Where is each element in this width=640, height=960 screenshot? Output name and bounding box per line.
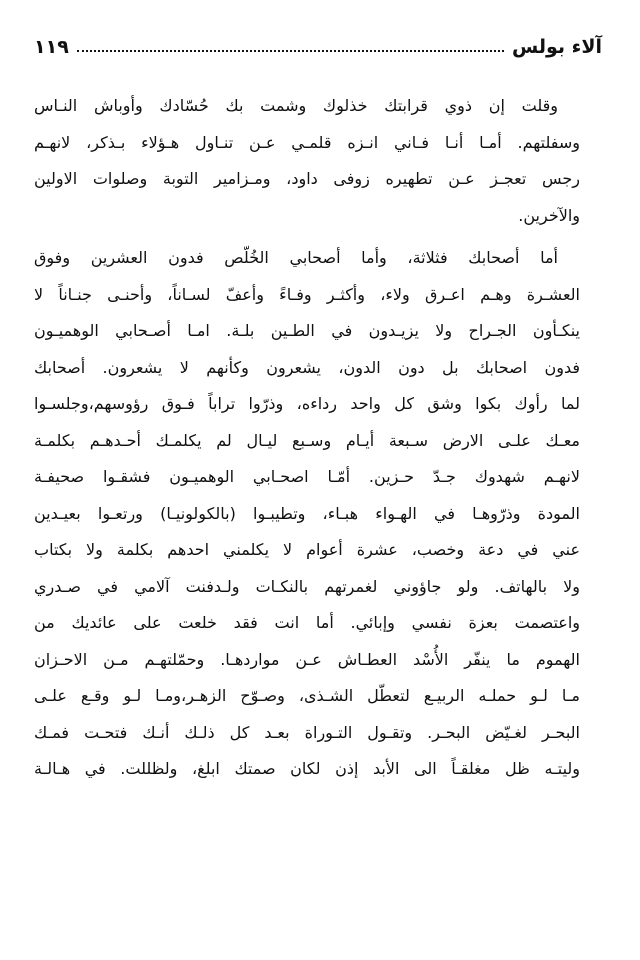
- page-number: ١١٩: [34, 36, 69, 58]
- text-line: العشـرة وهـم اعـرق ولاء، وأكثـر وفـاءً وأعفّ لسـاناً، وأحنـى جنـاناً لا: [34, 284, 580, 304]
- text-line: فدون اصحابك بل دون الدون، يشعرون وكأنهم لا يشعرون. أصحابك: [34, 357, 580, 377]
- text-line: والآخرين.: [518, 205, 580, 225]
- text-line: أما أصحابك فثلاثة، وأما أصحابي الخُلّص فدون العشرين وفوق: [34, 248, 558, 267]
- text-line: ولا بالهاتف. ولو جاؤوني لغمرتهم بالنكـات ولـدفنت آلامي في صـدري: [34, 576, 580, 596]
- author-name: آلاء بولس: [511, 36, 602, 58]
- text-line: وليتـه ظل مغلقـاً الى الأبد إذن لكان صمتك ابلغ، ولظللت. في هـالـة: [34, 759, 580, 778]
- paragraph-2: [34, 240, 602, 788]
- text-line: وقلت إن ذوي قرابتك خذلوك وشمت بك حُسّادك وأوباش النـاس: [34, 96, 558, 115]
- text-line: البحـر لغـيّض البحـر. وتقـول التـوراة بعـد كل ذلـك أنـك فتحـت فمـك: [34, 722, 580, 742]
- dotted-leader: [77, 50, 504, 52]
- text-line: مـا لـو حملـه الربيـع لتعطّل الشـذى، وصـوّح الزهـر،ومـا لـو وقـع علـى: [34, 686, 580, 705]
- text-line: وسفلتهم. أمـا أنـا فـاني انـزه قلمـي عـن تنـاول هـؤلاء بـذكر، لانهـم: [34, 132, 580, 152]
- text-line: المودة وذرّوهـا في الهـواء هبـاء، وتطيبـوا (بالكولونيـا) ورتعـوا بعيـدين: [34, 503, 580, 523]
- paragraph-1: [34, 88, 602, 234]
- running-head: [34, 30, 602, 64]
- text-line: عني في دعة وخصب، عشرة أعوام لا يكلمني احدهم بكلمة ولا بكتاب: [34, 540, 580, 559]
- body-text: [34, 88, 602, 788]
- text-line: واعتصمت بعزة نفسي وإبائي. أما انت فقد خلعت على عائديك من: [34, 613, 580, 632]
- text-line: لانهـم شهدوك جـدّ حـزين. أمّـا اصحـابي الوهميـون فشقـوا صحيفـة: [34, 467, 580, 486]
- text-line: رجس تعجـز عـن تطهيره زوفى داود، ومـزامير التوبة وصلوات الاولين: [34, 169, 580, 188]
- text-line: الهموم ما ينفّر الأُسْد العطـاش عـن مواردهـا. وحمّلتهـم مـن الاحـزان: [34, 649, 580, 669]
- text-line: لما رأوك بكوا وشق كل واحد رداءه، وذرّوا تراباً فـوق رؤوسهم،وجلسـوا: [34, 394, 580, 413]
- text-line: معـك علـى الارض سـبعة أيـام وسـبع ليـال لم يكلمـك أحـدهـم بكلمـة: [34, 430, 580, 450]
- text-line: ينكـأون الجـراح ولا يزيـدون في الطـين بلـة. امـا أصـحابي الوهميـون: [34, 321, 580, 340]
